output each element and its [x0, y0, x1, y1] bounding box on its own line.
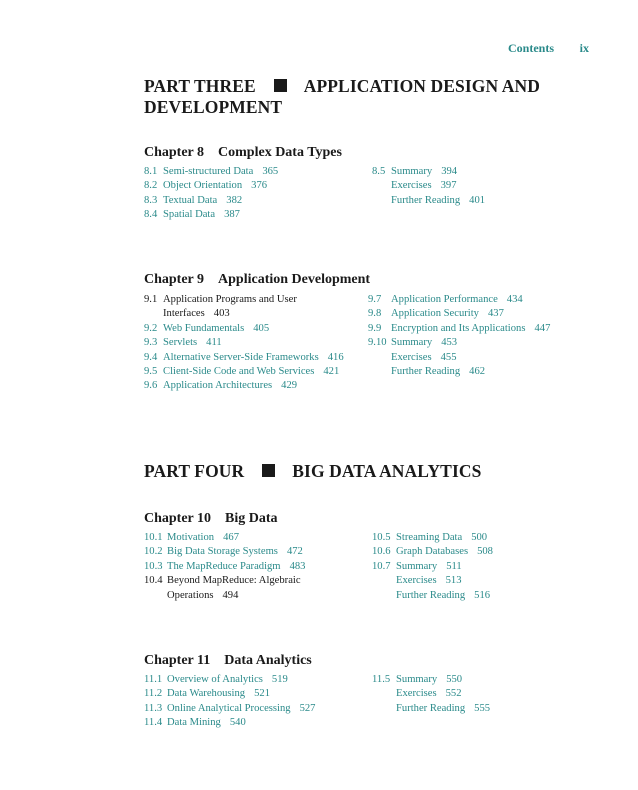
section-page-number: 527: [299, 702, 316, 714]
part-title: APPLICATION DESIGN AND: [303, 76, 540, 96]
toc-column-left: [144, 165, 278, 223]
section-number: 8.3: [144, 194, 158, 206]
section-number: 8.1: [144, 166, 158, 177]
section-title: The MapReduce Paradigm: [167, 560, 281, 572]
section-title: Exercises: [391, 351, 432, 363]
toc-entry[interactable]: [372, 687, 490, 701]
section-number: 9.7: [368, 294, 382, 305]
chapter-title: Data Analytics: [224, 653, 312, 668]
section-page-number: 437: [487, 308, 504, 320]
section-title: Summary: [391, 166, 433, 177]
toc-entry[interactable]: [372, 702, 490, 716]
section-title: Operations: [167, 589, 214, 601]
section-number: 10.4: [144, 575, 163, 587]
section-title: Big Data Storage Systems: [167, 546, 278, 558]
toc-entry[interactable]: [372, 531, 493, 545]
toc-entry[interactable]: [144, 293, 344, 307]
section-number: 11.1: [144, 674, 163, 685]
toc-entry[interactable]: [368, 365, 550, 379]
section-title: Textual Data: [163, 194, 218, 206]
section-number: 10.3: [144, 560, 163, 572]
part-title-line2: DEVELOPMENT: [144, 97, 283, 117]
square-bullet-icon: [262, 464, 275, 477]
section-page-number: 472: [286, 546, 303, 558]
section-page-number: 403: [213, 308, 230, 320]
toc-entry[interactable]: [144, 673, 315, 687]
section-title: Further Reading: [391, 366, 461, 378]
toc-entry[interactable]: [144, 165, 278, 179]
section-title: Data Mining: [167, 717, 221, 729]
section-page-number: 397: [440, 180, 457, 192]
chapter-heading: [144, 272, 370, 288]
toc-entry[interactable]: [144, 307, 344, 321]
section-page-number: 394: [441, 166, 458, 177]
toc-entry[interactable]: [144, 687, 315, 701]
toc-entry[interactable]: [144, 365, 344, 379]
section-title: Application Programs and User: [163, 294, 297, 305]
section-page-number: 500: [471, 532, 488, 543]
section-number: 9.6: [144, 380, 158, 392]
section-page-number: 429: [281, 380, 298, 392]
chapter-title: Application Development: [218, 272, 371, 287]
section-title: Data Warehousing: [167, 688, 246, 700]
section-title: Summary: [391, 337, 433, 349]
part-title: BIG DATA ANALYTICS: [292, 461, 482, 481]
toc-entry[interactable]: [368, 351, 550, 365]
section-page-number: 550: [446, 674, 463, 685]
section-title: Overview of Analytics: [167, 674, 263, 685]
part-heading: [144, 76, 540, 118]
section-number: 11.4: [144, 717, 163, 729]
section-number: 11.3: [144, 702, 163, 714]
toc-entry[interactable]: [144, 208, 278, 222]
section-number: 10.6: [372, 546, 391, 558]
chapter-number: Chapter 11: [144, 653, 211, 668]
part-label: PART FOUR: [144, 461, 245, 481]
section-title: Graph Databases: [396, 546, 469, 558]
chapter-number: Chapter 10: [144, 511, 212, 526]
section-title: Exercises: [396, 575, 437, 587]
section-title: Spatial Data: [163, 209, 216, 221]
section-page-number: 494: [222, 589, 239, 601]
section-page-number: 376: [251, 180, 268, 192]
section-number: 8.2: [144, 180, 158, 192]
section-number: 9.4: [144, 351, 158, 363]
toc-entry[interactable]: [144, 351, 344, 365]
section-page-number: 421: [323, 366, 340, 378]
section-page-number: 447: [534, 322, 551, 334]
toc-entry[interactable]: [144, 379, 344, 393]
toc-column-right: [372, 165, 485, 208]
toc-column-right: [368, 293, 550, 379]
toc-entry[interactable]: [144, 531, 305, 545]
toc-entry[interactable]: [144, 702, 315, 716]
toc-entry[interactable]: [144, 560, 305, 574]
section-page-number: 462: [469, 366, 486, 378]
chapter-number: Chapter 8: [144, 145, 205, 160]
section-page-number: 365: [262, 166, 279, 177]
toc-entry[interactable]: [372, 165, 485, 179]
section-title: Further Reading: [396, 702, 466, 714]
toc-entry[interactable]: [372, 545, 493, 559]
section-title: Beyond MapReduce: Algebraic: [167, 575, 301, 587]
part-label: PART THREE: [144, 76, 256, 96]
section-page-number: 516: [474, 589, 491, 601]
toc-entry[interactable]: [372, 574, 493, 588]
section-page-number: 416: [327, 351, 344, 363]
section-title: Interfaces: [163, 308, 205, 320]
section-page-number: 513: [445, 575, 462, 587]
section-title: Online Analytical Processing: [167, 702, 291, 714]
toc-column-left: [144, 673, 315, 731]
toc-entry[interactable]: [368, 322, 550, 336]
section-number: 11.2: [144, 688, 163, 700]
section-title: Application Architectures: [163, 380, 273, 392]
chapter-heading: [144, 653, 312, 669]
toc-column-right: [372, 531, 493, 603]
toc-entry[interactable]: [372, 589, 493, 603]
section-page-number: 382: [226, 194, 243, 206]
toc-entry[interactable]: [368, 293, 550, 307]
section-page-number: 455: [440, 351, 457, 363]
section-number: 9.10: [368, 337, 387, 349]
section-page-number: 434: [506, 294, 523, 305]
section-number: 8.5: [372, 166, 386, 177]
section-page-number: 555: [474, 702, 491, 714]
toc-column-left: [144, 531, 305, 603]
section-page-number: 511: [446, 560, 462, 572]
section-title: Exercises: [391, 180, 432, 192]
toc-entry[interactable]: [372, 194, 485, 208]
toc-entry[interactable]: [372, 560, 493, 574]
toc-entry[interactable]: [368, 336, 550, 350]
section-title: Motivation: [167, 532, 215, 543]
section-page-number: 521: [254, 688, 270, 700]
part-heading: [144, 461, 481, 482]
section-title: Summary: [396, 560, 438, 572]
section-page-number: 453: [441, 337, 458, 349]
section-page-number: 508: [477, 546, 493, 558]
chapter-heading: [144, 145, 342, 161]
section-number: 10.2: [144, 546, 163, 558]
section-page-number: 405: [253, 322, 270, 334]
section-title: Client-Side Code and Web Services: [163, 366, 315, 378]
toc-entry[interactable]: [372, 673, 490, 687]
section-title: Exercises: [396, 688, 437, 700]
section-title: Web Fundamentals: [163, 322, 245, 334]
section-page-number: 483: [289, 560, 306, 572]
section-number: 8.4: [144, 209, 158, 221]
toc-entry[interactable]: [144, 322, 344, 336]
section-title: Servlets: [163, 337, 198, 349]
toc-entry[interactable]: [144, 716, 315, 730]
section-title: Semi-structured Data: [163, 166, 254, 177]
section-page-number: 387: [224, 209, 240, 221]
section-number: 9.2: [144, 322, 158, 334]
section-page-number: 401: [469, 194, 486, 206]
section-title: Object Orientation: [163, 180, 243, 192]
section-number: 11.5: [372, 674, 391, 685]
running-header: [0, 41, 638, 57]
running-header-title: Contents: [507, 41, 554, 55]
section-number: 9.8: [368, 308, 382, 320]
section-number: 9.3: [144, 337, 158, 349]
toc-column-left: [144, 293, 344, 394]
chapter-title: Complex Data Types: [218, 145, 342, 160]
section-page-number: 467: [223, 532, 239, 543]
section-number: 10.5: [372, 532, 391, 543]
section-title: Alternative Server-Side Frameworks: [163, 351, 319, 363]
toc-entry[interactable]: [372, 179, 485, 193]
section-page-number: 519: [271, 674, 288, 685]
section-number: 9.1: [144, 294, 158, 305]
section-number: 9.5: [144, 366, 158, 378]
section-title: Application Performance: [391, 294, 498, 305]
toc-entry[interactable]: [144, 545, 305, 559]
page-number: ix: [579, 41, 589, 55]
chapter-number: Chapter 9: [144, 272, 205, 287]
toc-entry[interactable]: [144, 336, 344, 350]
toc-entry[interactable]: [144, 574, 305, 588]
toc-entry[interactable]: [368, 307, 550, 321]
section-number: 10.1: [144, 532, 163, 543]
section-number: 10.7: [372, 560, 391, 572]
section-number: 9.9: [368, 322, 382, 334]
toc-entry[interactable]: [144, 194, 278, 208]
section-title: Encryption and Its Applications: [391, 322, 526, 334]
section-page-number: 552: [445, 688, 462, 700]
toc-entry[interactable]: [144, 589, 305, 603]
section-page-number: 411: [206, 337, 222, 349]
section-page-number: 540: [229, 717, 246, 729]
chapter-heading: [144, 511, 278, 527]
section-title: Further Reading: [391, 194, 461, 206]
section-title: Further Reading: [396, 589, 466, 601]
square-bullet-icon: [274, 79, 287, 92]
section-title: Application Security: [391, 308, 479, 320]
section-title: Streaming Data: [396, 532, 463, 543]
section-title: Summary: [396, 674, 438, 685]
toc-column-right: [372, 673, 490, 716]
chapter-title: Big Data: [225, 511, 278, 526]
toc-entry[interactable]: [144, 179, 278, 193]
